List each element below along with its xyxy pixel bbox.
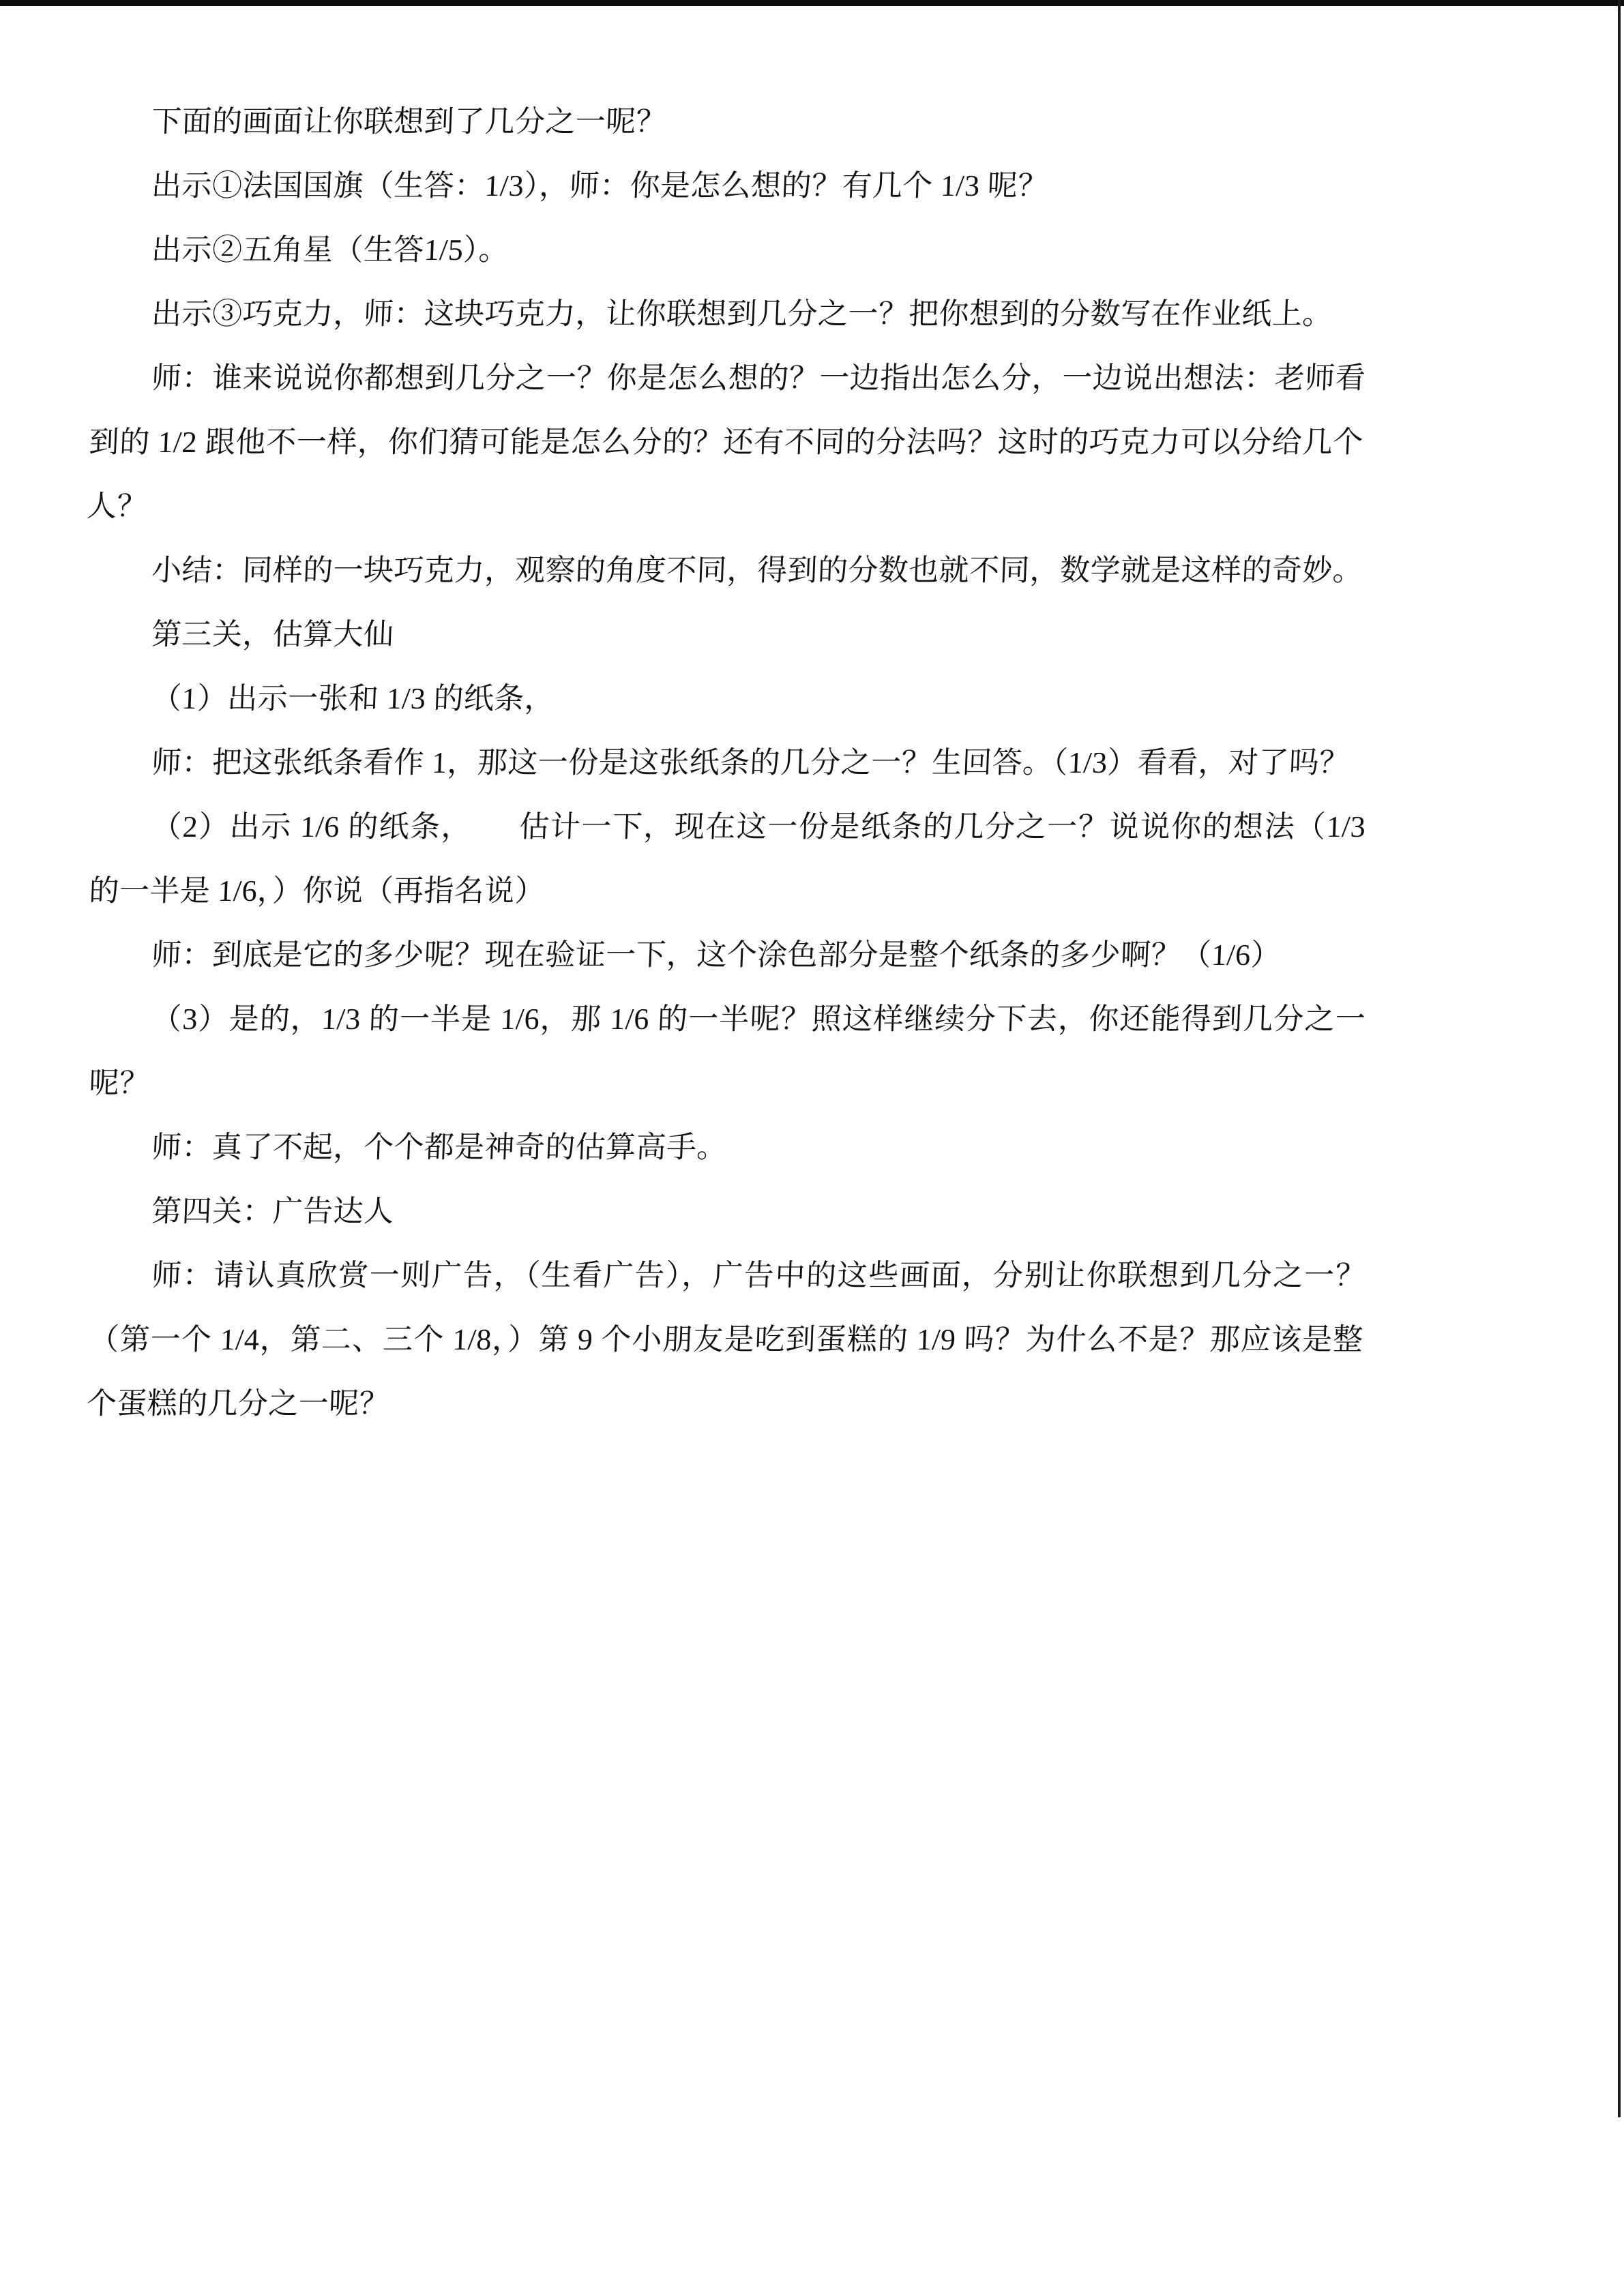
- paragraph: （3）是的，1/3 的一半是 1/6，那 1/6 的一半呢？照这样继续分下去，你还能得到几分之一呢？: [88, 1002, 1367, 1100]
- paragraph: 出示③巧克力，师：这块巧克力，让你联想到几分之一？把你想到的分数写在作业纸上。: [151, 297, 1333, 331]
- section-heading-round-three: 第三关，估算大仙: [151, 618, 395, 651]
- paragraph: 师：谁来说说你都想到几分之一？你是怎么想的？一边指出怎么分，一边说出想法：老师看到的 1/2 跟他不一样，你们猜可能是怎么分的？还有不同的分法吗？这时的巧克力可以分给几个人？: [86, 361, 1367, 523]
- paragraph: 师：请认真欣赏一则广告，（生看广告），广告中的这些画面，分别让你联想到几分之一？（第一个 1/4，第二、三个 1/8，）第 9 个小朋友是吃到蛋糕的 1/9 吗？为什么不是？那应该是整个蛋糕的几分之一呢？: [86, 1259, 1367, 1420]
- document-text-column: [86, 90, 1374, 1436]
- paragraph: 小结：同样的一块巧克力，观察的角度不同，得到的分数也就不同，数学就是这样的奇妙。: [151, 554, 1364, 587]
- scan-right-edge-artifact: [1618, 0, 1621, 2117]
- scan-top-edge-artifact: [0, 0, 1624, 6]
- section-heading-round-four: 第四关：广告达人: [151, 1195, 395, 1228]
- paragraph: 下面的画面让你联想到了几分之一呢？: [151, 105, 667, 138]
- paragraph: 师：真了不起，个个都是神奇的估算高手。: [151, 1131, 728, 1164]
- paragraph: 出示②五角星（生答1/5）。: [151, 233, 510, 267]
- paragraph: （1）出示一张和 1/3 的纸条，: [151, 682, 556, 715]
- paragraph: 出示①法国国旗（生答：1/3），师：你是怎么想的？有几个 1/3 呢？: [151, 169, 1049, 203]
- paragraph: 师：到底是它的多少呢？现在验证一下，这个涂色部分是整个纸条的多少啊？（1/6）: [151, 938, 1282, 972]
- paragraph: （2）出示 1/6 的纸条， 估计一下，现在这一份是纸条的几分之一？说说你的想法（1/3 的一半是 1/6，）你说（再指名说）: [88, 810, 1374, 908]
- paragraph: 师：把这张纸条看作 1，那这一份是这张纸条的几分之一？生回答。（1/3）看看，对了吗？: [151, 746, 1350, 779]
